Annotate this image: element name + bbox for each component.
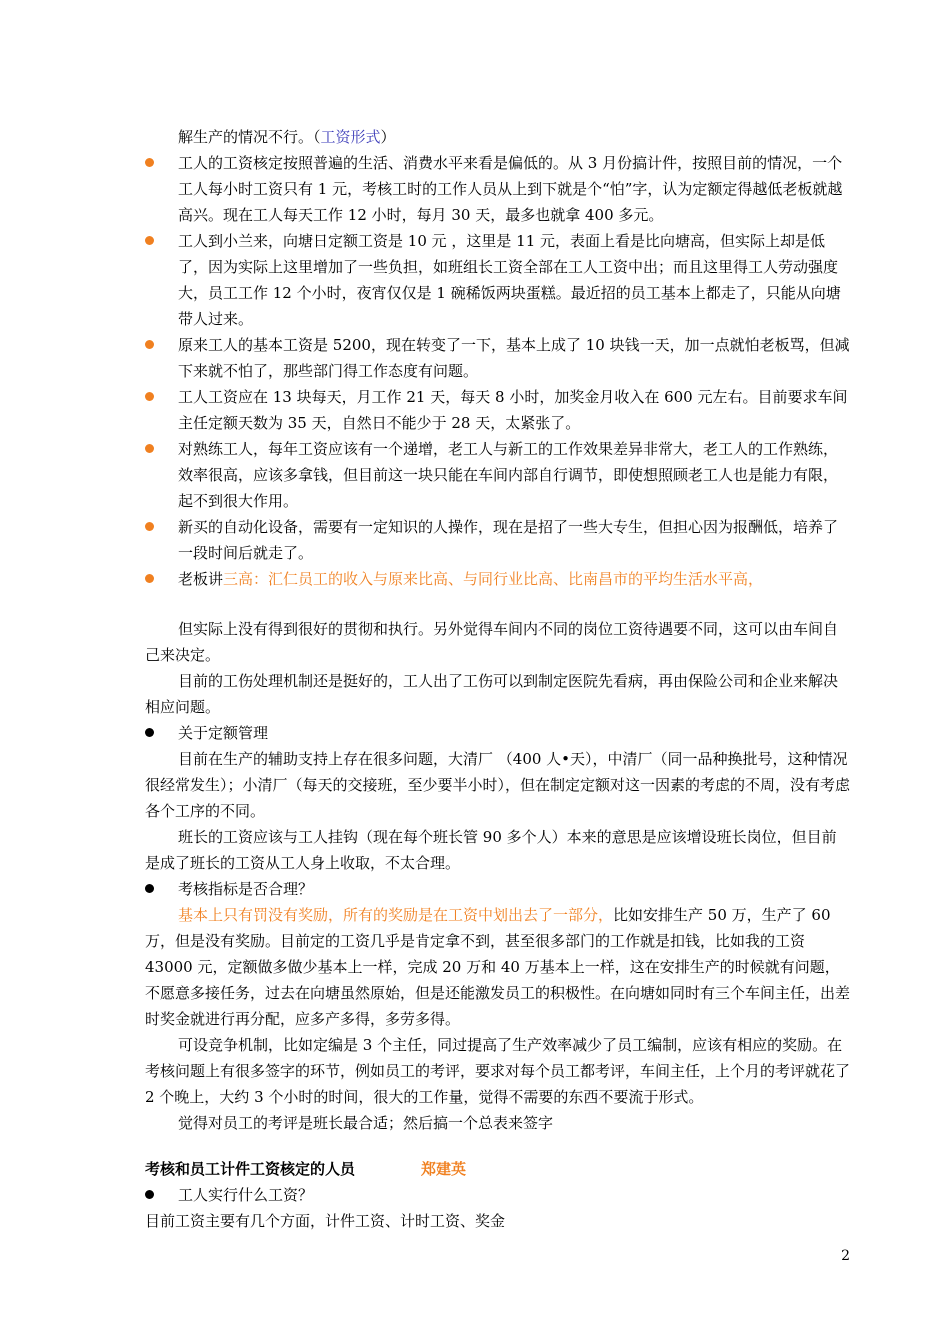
paragraph-kpi [145,902,850,1032]
section-heading [145,1156,850,1182]
list-item [145,150,850,228]
intro-line [145,124,850,150]
list-item-text: 原来工人的基本工资是 5200，现在转变了一下，基本上成了 10 块钱一天，加一点就怕老板骂，但减下来就不怕了，那些部门得工作态度有问题。 [178,336,850,380]
paragraph-leader: 班长的工资应该与工人挂钩（现在每个班长管 90 多个人）本来的意思是应该增设班长岗位，但目前是成了班长的工资从工人身上收取，不太合理。 [145,828,837,872]
list-item-text: 关于定额管理 [178,724,269,742]
boss-prefix: 老板讲 [178,570,224,588]
bullet-icon [145,884,154,893]
paragraph-compete: 可设竞争机制，比如定编是 3 个主任，同过提高了生产效率减少了员工编制，应该有相应的奖励。在考核问题上有很多签字的环节，例如员工的考评，要求对每个员工都考评，车间主任，上个月的考评就花了 2 个晚上，大约 3 个小时的时间，很大的工作量，觉得不需要的东西不要流于形式。 [145,1036,851,1106]
bullet-icon [145,158,154,167]
list-item [145,228,850,332]
kpi-highlight: 基本上只有罚没有奖励，所有的奖励是在工资中划出去了一部分， [178,906,614,924]
bullet-icon [145,444,154,453]
spacer [145,592,850,616]
intro-close: ） [380,128,396,146]
bullet-icon [145,392,154,401]
bullet-icon [145,522,154,531]
list-item [145,436,850,514]
document-body [145,124,850,1234]
boss-highlight: 三高：汇仁员工的收入与原来比高、与同行业比高、比南昌市的平均生活水平高， [223,570,764,588]
boss-list-item [145,566,850,592]
bullet-icon [145,1190,154,1199]
paragraph-review: 觉得对员工的考评是班长最合适；然后搞一个总表来签字 [178,1114,554,1132]
list-item-text: 考核指标是否合理？ [178,880,314,898]
list-item-text: 工人工资应在 13 块每天，月工作 21 天，每天 8 小时，加奖金月收入在 600 元左右。目前要求车间主任定额天数为 35 天，自然日不能少于 28 天，太紧张了。 [178,388,848,432]
list-item-text: 对熟练工人，每年工资应该有一个递增，老工人与新工的工作效果差异非常大，老工人的工作熟练，效率很高，应该多拿钱，但目前这一块只能在车间内部自行调节，即使想照顾老工人也是能力有限，起不到很大作用。 [178,440,839,510]
list-item-text: 工人实行什么工资？ [178,1186,314,1204]
paragraph-wage: 目前工资主要有几个方面，计件工资、计时工资、奖金 [145,1212,506,1230]
paragraph-injury: 目前的工伤处理机制还是挺好的，工人出了工伤可以到制定医院先看病，再由保险公司和企业来解决相应问题。 [145,672,839,716]
spacer [145,1136,850,1156]
paragraph-quota: 目前在生产的辅助支持上存在很多问题，大清厂 （400 人•天），中清厂（同一品种换批号，这种情况很经常发生）；小清厂（每天的交接班，至少要半小时），但在制定定额对这一因素的考虑的不周，没有考虑各个工序的不同。 [145,750,851,820]
list-item-kpi [145,876,850,902]
list-item [145,384,850,436]
section-person-name: 郑建英 [421,1160,467,1178]
list-item-text: 工人的工资核定按照普遍的生活、消费水平来看是偏低的。从 3 月份搞计件，按照目前的情况，一个工人每小时工资只有 1 元，考核工时的工作人员从上到下就是个“怕”字，认为定额定得越低老板就越高兴。现在工人每天工作 12 小时，每月 30 天，最多也就拿 400 多元。 [178,154,843,224]
paragraph-execution: 但实际上没有得到很好的贯彻和执行。另外觉得车间内不同的岗位工资待遇要不同，这可以由车间自己来决定。 [145,620,839,664]
list-item [145,332,850,384]
intro-text: 解生产的情况不行。（ [178,128,321,146]
bullet-icon [145,236,154,245]
wage-form-link[interactable]: 工资形式 [320,128,381,146]
list-item [145,514,850,566]
bullet-icon [145,728,154,737]
list-item-text: 新买的自动化设备，需要有一定知识的人操作，现在是招了一些大专生，但担心因为报酬低，培养了一段时间后就走了。 [178,518,839,562]
list-item-wage [145,1182,850,1208]
bullet-icon [145,340,154,349]
section-title: 考核和员工计件工资核定的人员 [145,1160,356,1178]
kpi-rest: 比如安排生产 50 万，生产了 60 万，但是没有奖励。目前定的工资几乎是肯定拿不到，甚至很多部门的工作就是扣钱，比如我的工资 43000 元，定额做多做少基本上一样，完成 20 万和 40 万基本上一样，这在安排生产的时候就有问题，不愿意多接任务，过去在向塘虽然原始，但是还能激发员工的积极性。在向塘如同时有三个车间主任，出差时奖金就进行再分配，应多产多得，多劳多得。 [145,906,851,1028]
page-number: 2 [841,1248,850,1264]
list-item-text: 工人到小兰来，向塘日定额工资是 10 元 ，这里是 11 元，表面上看是比向塘高，但实际上却是低了，因为实际上这里增加了一些负担，如班组长工资全部在工人工资中出；而且这里得工人劳动强度大，员工工作 12 个小时，夜宵仅仅是 1 碗稀饭两块蛋糕。最近招的员工基本上都走了，只能从向塘带人过来。 [178,232,841,328]
bullet-icon [145,574,154,583]
list-item-quota [145,720,850,746]
